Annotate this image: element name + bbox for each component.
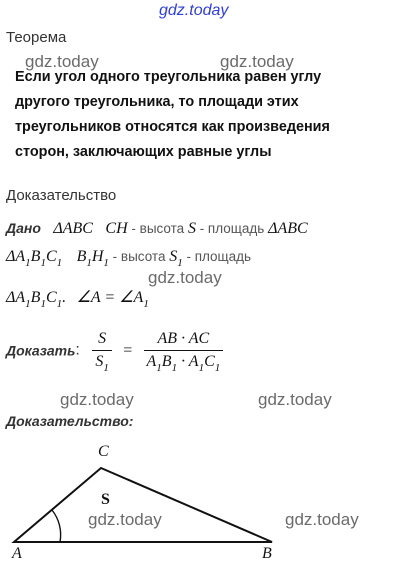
watermark: gdz.today: [88, 510, 162, 529]
area-s1: $S_1$: [169, 248, 183, 269]
given-line-1: [6, 220, 308, 238]
triangle-a1b1c1: $\Delta A_1B_1C_1$: [6, 248, 63, 269]
fraction-left: $\frac{S}{S_1}$: [92, 330, 112, 371]
theorem-line: треугольников относятся как произведения: [15, 119, 330, 135]
angle-equality: ∠A = $\angle A_1$: [76, 289, 149, 310]
given-label: Дано: [6, 220, 41, 236]
fraction-right: $\frac{AB \cdot AC}{A_1B_1 \cdot A_1C_1}$: [144, 330, 224, 371]
watermark: gdz.today: [220, 52, 294, 71]
proof-label-2: Доказательство:: [6, 413, 134, 429]
watermark: gdz.today: [60, 390, 134, 409]
proof-heading: Доказательство: [6, 187, 117, 204]
watermark: gdz.today: [285, 510, 359, 529]
label-b: B: [262, 545, 272, 562]
prove-line: Доказать: $\frac{S}{S_1}$ = $\frac{AB \cdot AC}{A_1B_1 \cdot A_1C_1}$: [6, 330, 223, 371]
theorem-line: сторон, заключающих равные углы: [15, 144, 272, 160]
segment-ch: CH: [105, 220, 128, 237]
label-a: A: [12, 545, 22, 562]
theorem-line: Если угол одного треугольника равен углу: [15, 69, 322, 85]
watermark: gdz.today: [258, 390, 332, 409]
height-text: - высота: [127, 221, 188, 236]
angle-arc: [52, 510, 61, 542]
triangle-a1b1c1-2: $\Delta A_1B_1C_1$.: [6, 289, 67, 310]
label-s: S: [101, 491, 110, 508]
watermark-top: gdz.today: [159, 2, 229, 19]
area-text: - площадь: [195, 221, 269, 236]
triangle-abc-shape: [14, 468, 272, 542]
height-text-2: - высота: [108, 249, 170, 264]
theorem-text: [15, 65, 330, 165]
segment-b1h1: $B_1H_1$: [76, 248, 109, 269]
watermark: gdz.today: [148, 268, 222, 287]
given-line-3: [6, 287, 149, 310]
area-text-2: - площадь: [182, 249, 252, 264]
prove-label: Доказать: [6, 342, 76, 359]
watermark: gdz.today: [25, 52, 99, 71]
triangle-abc: ΔABC: [53, 220, 93, 237]
area-s: S: [187, 220, 196, 237]
theorem-line: другого треугольника, то площади этих: [15, 94, 299, 110]
triangle-abc-2: ΔABC: [268, 220, 308, 237]
given-line-2: [6, 248, 252, 269]
triangle-figure: [0, 438, 403, 569]
label-c: C: [98, 443, 109, 460]
theorem-heading: Теорема: [6, 29, 67, 46]
